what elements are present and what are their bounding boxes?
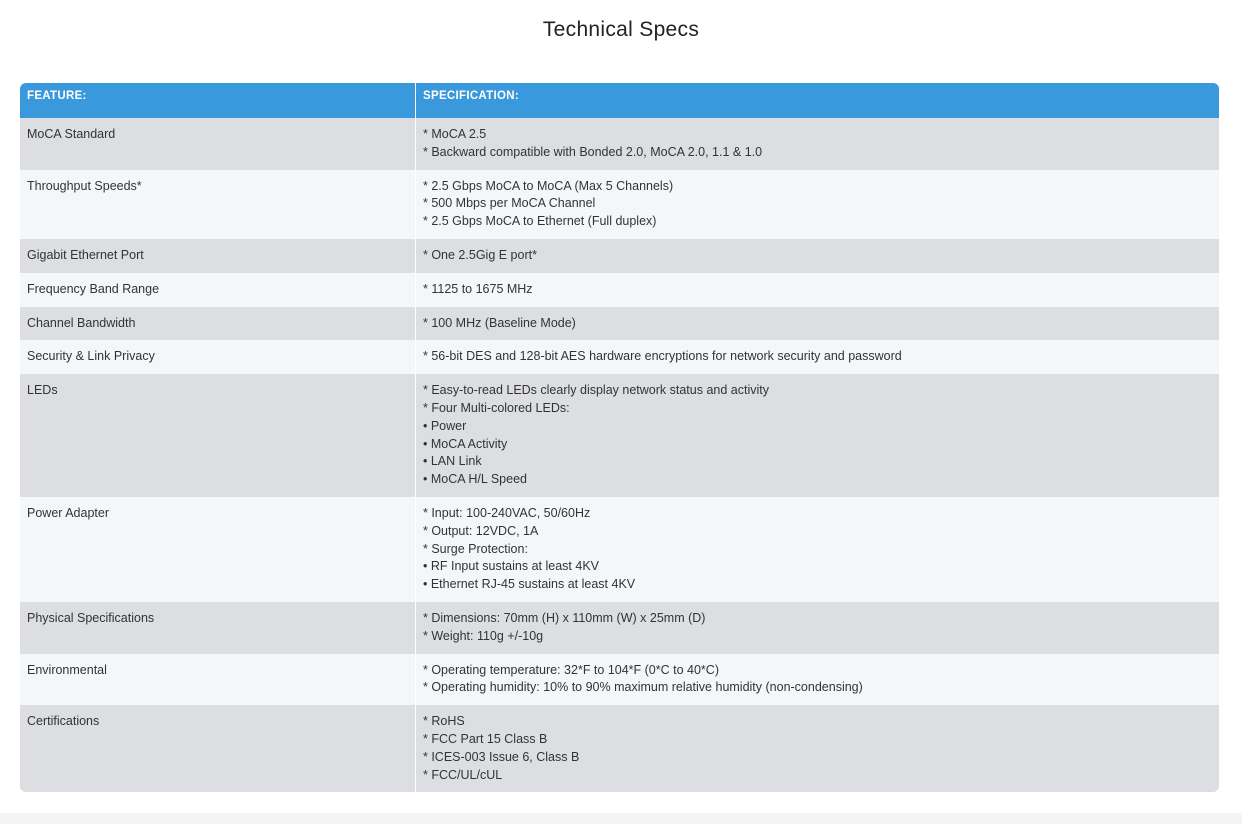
specification-cell [416,170,1220,239]
table-row [20,340,1219,374]
feature-cell: Gigabit Ethernet Port [20,239,416,273]
page-footer-band [0,813,1242,824]
spec-line: • Ethernet RJ-45 sustains at least 4KV [423,577,636,592]
spec-line: • MoCA Activity [423,436,508,451]
feature-cell: Throughput Speeds* [20,170,416,239]
table-row [20,374,1219,497]
spec-line: • LAN Link [423,454,482,469]
spec-line: * 500 Mbps per MoCA Channel [423,196,596,211]
spec-line: • MoCA H/L Speed [423,472,527,487]
spec-line: * Easy-to-read LEDs clearly display network status and activity [423,383,769,398]
spec-line: • RF Input sustains at least 4KV [423,559,599,574]
spec-table [20,83,1219,792]
table-row [20,239,1219,273]
feature-cell: Power Adapter [20,497,416,602]
spec-line: * RoHS [423,714,465,729]
specification-cell [416,654,1220,706]
specification-cell [416,602,1220,654]
spec-line: * Output: 12VDC, 1A [423,523,539,538]
feature-cell: Environmental [20,654,416,706]
table-row [20,497,1219,602]
spec-line: * One 2.5Gig E port* [423,247,537,262]
spec-line: * Operating temperature: 32*F to 104*F (0*C to 40*C) [423,662,719,677]
spec-line: * Weight: 110g +/-10g [423,628,544,643]
feature-cell: Physical Specifications [20,602,416,654]
feature-cell: LEDs [20,374,416,497]
table-row [20,273,1219,307]
table-row [20,170,1219,239]
feature-cell: Certifications [20,705,416,792]
specification-cell [416,118,1220,170]
spec-line: * Backward compatible with Bonded 2.0, MoCA 2.0, 1.1 & 1.0 [423,144,763,159]
spec-line: * 2.5 Gbps MoCA to MoCA (Max 5 Channels) [423,178,674,193]
table-row [20,307,1219,341]
spec-line: * Operating humidity: 10% to 90% maximum relative humidity (non-condensing) [423,680,863,695]
spec-line: * ICES-003 Issue 6, Class B [423,749,580,764]
spec-table-body [20,118,1219,792]
specification-cell [416,497,1220,602]
specification-column-header: SPECIFICATION: [416,83,1220,118]
feature-cell: MoCA Standard [20,118,416,170]
table-row [20,654,1219,706]
specification-cell [416,705,1220,792]
specification-cell [416,273,1220,307]
specification-cell [416,307,1220,341]
spec-line: * MoCA 2.5 [423,127,487,141]
specification-cell [416,374,1220,497]
spec-line: • Power [423,418,467,433]
spec-line: * Surge Protection: [423,541,528,556]
table-row [20,118,1219,170]
feature-cell: Channel Bandwidth [20,307,416,341]
table-row [20,602,1219,654]
table-row [20,705,1219,792]
feature-cell: Security & Link Privacy [20,340,416,374]
spec-line: * 56-bit DES and 128-bit AES hardware encryptions for network security and password [423,349,902,364]
feature-column-header: FEATURE: [20,83,416,118]
specification-cell [416,340,1220,374]
spec-line: * 1125 to 1675 MHz [423,281,533,296]
spec-line: * FCC Part 15 Class B [423,731,548,746]
spec-line: * 100 MHz (Baseline Mode) [423,315,576,330]
table-header-row [20,83,1219,118]
spec-line: * FCC/UL/cUL [423,767,503,782]
spec-line: * Dimensions: 70mm (H) x 110mm (W) x 25mm (D) [423,610,706,625]
specification-cell [416,239,1220,273]
spec-line: * Four Multi-colored LEDs: [423,400,570,415]
feature-cell: Frequency Band Range [20,273,416,307]
spec-line: * Input: 100-240VAC, 50/60Hz [423,505,591,520]
page-title: Technical Specs [542,18,700,41]
spec-line: * 2.5 Gbps MoCA to Ethernet (Full duplex) [423,214,657,229]
